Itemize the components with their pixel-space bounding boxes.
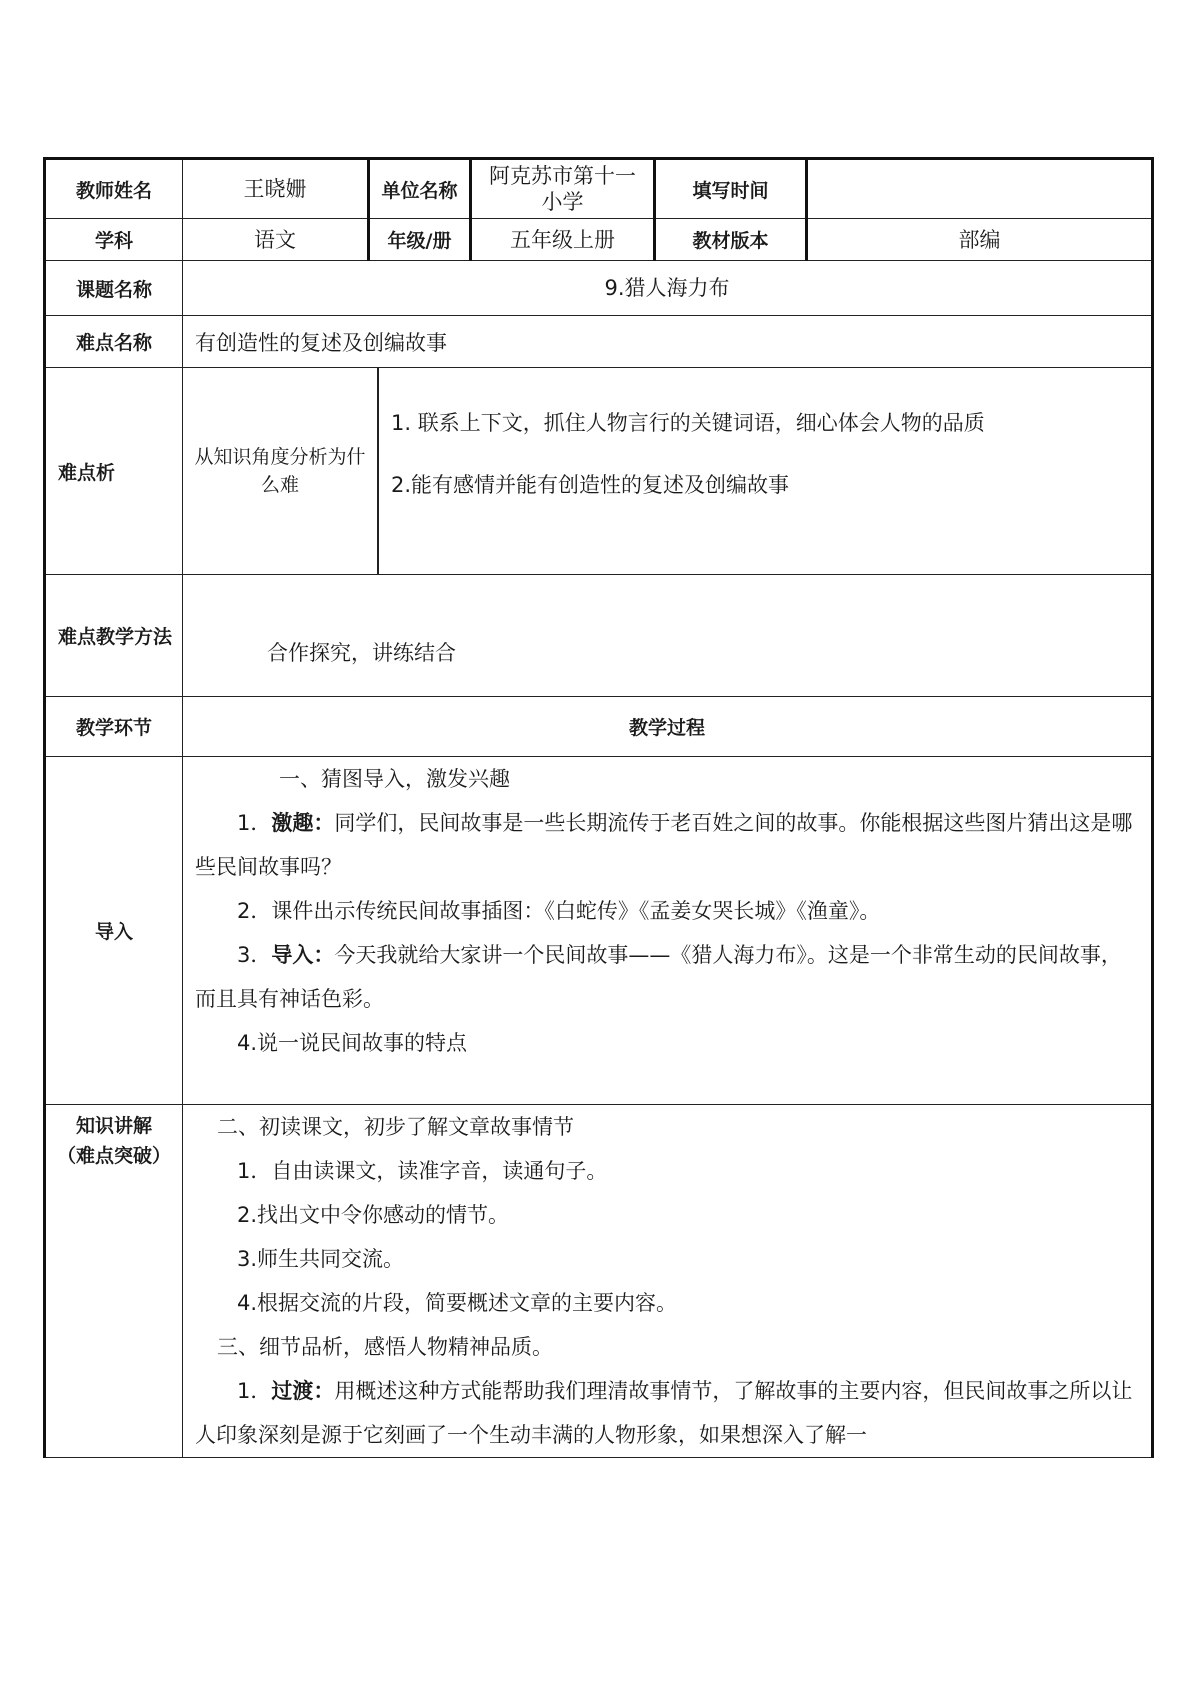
intro-p3-text: 今天我就给大家讲一个民间故事——《猎人海力布》。这是一个非常生动的民间故事，而且具有神话色彩。 <box>195 943 1122 1011</box>
topic-value: 9.猎人海力布 <box>183 261 1153 316</box>
teacher-name-value: 王晓姗 <box>183 159 369 219</box>
difficulty-name-value: 有创造性的复述及创编故事 <box>183 316 1153 368</box>
intro-p3-number: 3． <box>237 943 272 967</box>
intro-paragraph-2: 2．课件出示传统民间故事插图：《白蛇传》《孟姜女哭长城》《渔童》。 <box>237 899 881 923</box>
topic-label: 课题名称 <box>45 261 183 316</box>
transition-keyword: 过渡： <box>271 1379 335 1403</box>
knowledge-item-3: 3.师生共同交流。 <box>237 1247 405 1271</box>
lesson-plan-form <box>43 157 1151 1458</box>
knowledge-item-4: 4.根据交流的片段，简要概述文章的主要内容。 <box>237 1291 678 1315</box>
method-value: 合作探究，讲练结合 <box>267 641 456 665</box>
knowledge-item-2: 2.找出文中令你感动的情节。 <box>237 1203 510 1227</box>
transition-text: 用概述这种方式能帮助我们理清故事情节，了解故事的主要内容，但民间故事之所以让人印象深刻是源于它刻画了一个生动丰满的人物形象，如果想深入了解一 <box>195 1379 1133 1447</box>
knowledge-content <box>183 1105 1153 1458</box>
intro-paragraph-1 <box>195 801 1139 889</box>
knowledge-item-1: 1．自由读课文，读准字音，读通句子。 <box>237 1159 608 1183</box>
intro-label: 导入 <box>45 757 183 1105</box>
grade-value: 五年级上册 <box>471 219 655 261</box>
row-knowledge <box>45 1105 1153 1458</box>
subject-label: 学科 <box>45 219 183 261</box>
intro-p3-keyword: 导入： <box>271 943 335 967</box>
knowledge-heading-2: 二、初读课文，初步了解文章故事情节 <box>217 1115 574 1139</box>
analysis-point-1: 1. 联系上下文，抓住人物言行的关键词语，细心体会人物的品质 <box>391 411 985 435</box>
lesson-plan-table <box>43 157 1154 1458</box>
knowledge-heading-3: 三、细节品析，感悟人物精神品质。 <box>217 1335 553 1359</box>
stage-header-label: 教学环节 <box>45 697 183 757</box>
row-subject-info <box>45 219 1153 261</box>
row-teacher-info <box>45 159 1153 219</box>
fill-date-label: 填写时间 <box>655 159 807 219</box>
row-process-header <box>45 697 1153 757</box>
transition-number: 1． <box>237 1379 272 1403</box>
intro-p1-text: 同学们，民间故事是一些长期流传于老百姓之间的故事。你能根据这些图片猜出这是哪些民间故事吗？ <box>195 811 1133 879</box>
row-difficulty-name <box>45 316 1153 368</box>
grade-label: 年级/册 <box>369 219 471 261</box>
row-intro <box>45 757 1153 1105</box>
edition-value: 部编 <box>807 219 1153 261</box>
process-header-label: 教学过程 <box>183 697 1153 757</box>
unit-name-label: 单位名称 <box>369 159 471 219</box>
unit-name-value: 阿克苏市第十一小学 <box>471 159 655 219</box>
row-difficulty-analysis <box>45 368 1153 575</box>
knowledge-label <box>45 1105 183 1458</box>
analysis-point-2: 2.能有感情并能有创造性的复述及创编故事 <box>391 473 790 497</box>
teacher-name-label: 教师姓名 <box>45 159 183 219</box>
intro-content <box>183 757 1153 1105</box>
intro-p1-keyword: 激趣： <box>271 811 335 835</box>
knowledge-label-line1: 知识讲解 <box>75 1115 152 1137</box>
knowledge-transition-paragraph <box>195 1369 1139 1457</box>
knowledge-label-line2: （难点突破） <box>56 1145 171 1167</box>
analysis-points <box>379 368 1151 574</box>
intro-paragraph-3 <box>195 933 1139 1021</box>
difficulty-name-label: 难点名称 <box>45 316 183 368</box>
row-topic <box>45 261 1153 316</box>
analysis-label: 难点析 <box>45 368 183 575</box>
edition-label: 教材版本 <box>655 219 807 261</box>
intro-heading: 一、猜图导入，激发兴趣 <box>279 767 510 791</box>
fill-date-value <box>807 159 1153 219</box>
intro-paragraph-4: 4.说一说民间故事的特点 <box>237 1031 468 1055</box>
row-teaching-method <box>45 575 1153 697</box>
intro-p1-number: 1． <box>237 811 272 835</box>
analysis-inner <box>183 368 1151 574</box>
method-label: 难点教学方法 <box>45 575 183 697</box>
subject-value: 语文 <box>183 219 369 261</box>
analysis-sub-label: 从知识角度分析为什么难 <box>183 368 379 574</box>
